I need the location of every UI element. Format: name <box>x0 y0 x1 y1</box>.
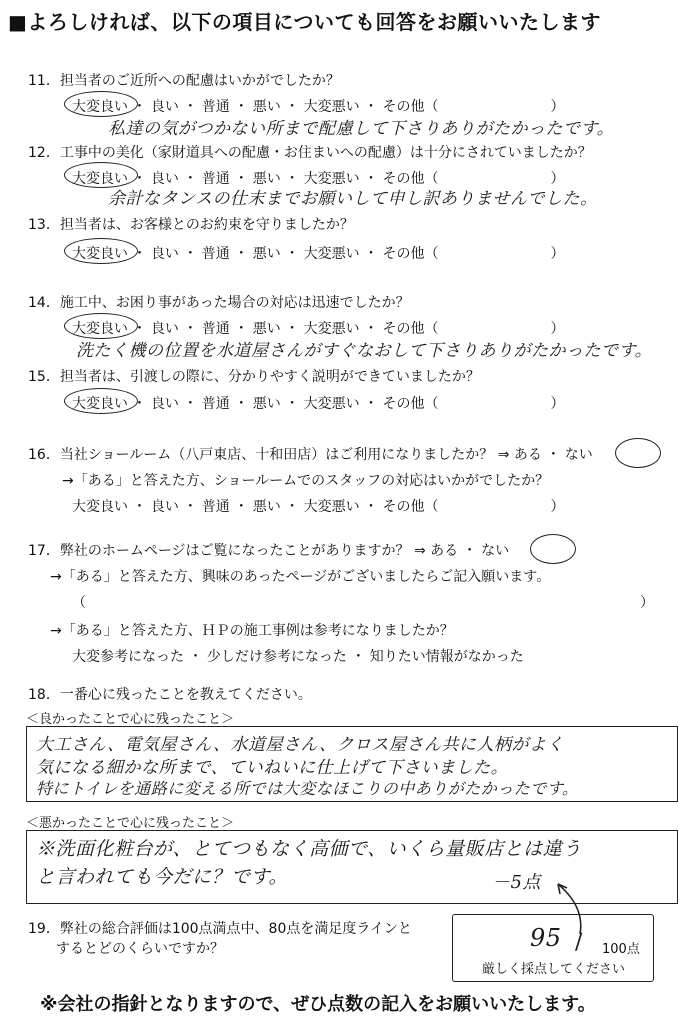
q17-paren-close: ） <box>640 595 654 611</box>
q15-question: 15．担当者は、引渡しの際に、分かりやすく説明ができていましたか？ <box>28 369 480 385</box>
q18-bad-line-1: ※洗面化粧台が、とてつもなく高価で、いくら量販店とは違う <box>36 838 582 860</box>
q17-sub1: →「ある」と答えた方、興味のあったページがございましたらご記入願います。 <box>50 569 551 585</box>
page-footer: ※会社の指針となりますので、ぜひ点数の記入をお願いいたします。 <box>40 994 596 1015</box>
q18-bad-line-2: と言われても今だに？です。 <box>36 866 288 888</box>
q18-good-line-2: 気になる細かな所まで、ていねいに仕上げて下さいました。 <box>36 758 509 778</box>
q17-question: 17．弊社のホームページはご覧になったことがありますか？ ⇒ ある ・ ない <box>28 543 510 559</box>
q11-options: 大変良い ・ 良い ・ 普通 ・ 悪い ・ 大変悪い ・ その他（ ） <box>72 99 565 115</box>
q14-question: 14．施工中、お困り事があった場合の対応は迅速でしたか？ <box>28 295 410 311</box>
q17-nai-circle <box>530 534 576 564</box>
q17-sub2: →「ある」と答えた方、ＨＰの施工事例は参考になりましたか？ <box>50 623 454 639</box>
q19-max-label: 100点 <box>602 942 640 957</box>
q15-options: 大変良い ・ 良い ・ 普通 ・ 悪い ・ 大変悪い ・ その他（ ） <box>72 396 565 412</box>
q19-score-slash: / <box>575 930 583 955</box>
page-header: ■よろしければ、以下の項目についても回答をお願いいたします <box>8 10 601 34</box>
q17-paren-open: （ <box>72 595 86 611</box>
q16-options: 大変良い ・ 良い ・ 普通 ・ 悪い ・ 大変悪い ・ その他（ ） <box>72 499 565 515</box>
q11-question: 11．担当者のご近所への配慮はいかがでしたか？ <box>28 73 340 89</box>
q13-question: 13．担当者は、お客様とのお約束を守りましたか？ <box>28 217 354 233</box>
q12-handwritten-answer: 余計なタンスの仕末までお願いして申し訳ありませんでした。 <box>108 189 598 209</box>
q18-bad-note: －5点 <box>492 872 541 893</box>
q19-note: 厳しく採点してください <box>482 962 626 977</box>
q18-bad-label: ＜悪かったことで心に残ったこと＞ <box>26 816 235 831</box>
q19-score-value: 95 <box>530 924 562 952</box>
q18-good-line-1: 大工さん、電気屋さん、水道屋さん、クロス屋さん共に人柄がよく <box>36 735 565 755</box>
q16-question: 16．当社ショールーム（八戸東店、十和田店）はご利用になりましたか？ ⇒ ある ・ ない <box>28 447 593 463</box>
q13-options: 大変良い ・ 良い ・ 普通 ・ 悪い ・ 大変悪い ・ その他（ ） <box>72 246 565 262</box>
q17-options: 大変参考になった ・ 少しだけ参考になった ・ 知りたい情報がなかった <box>72 649 524 665</box>
q12-options: 大変良い ・ 良い ・ 普通 ・ 悪い ・ 大変悪い ・ その他（ ） <box>72 171 565 187</box>
q15-selected-circle <box>64 388 138 414</box>
q13-selected-circle <box>64 238 138 264</box>
q18-question: 18．一番心に残ったことを教えてください。 <box>28 687 312 703</box>
q11-handwritten-answer: 私達の気がつかない所まで配慮して下さりありがたかったです。 <box>108 119 615 139</box>
q19-question-line2: するとどのくらいですか？ <box>56 941 224 957</box>
q19-question-line1: 19．弊社の総合評価は100点満点中、80点を満足度ラインと <box>28 921 412 937</box>
q14-options: 大変良い ・ 良い ・ 普通 ・ 悪い ・ 大変悪い ・ その他（ ） <box>72 321 565 337</box>
q18-good-line-3: 特にトイレを通路に変える所では大変なほこりの中ありがたかったです。 <box>36 779 579 798</box>
q12-question: 12．工事中の美化（家財道具への配慮・お住まいへの配慮）は十分にされていましたか？ <box>28 145 592 161</box>
q18-good-label: ＜良かったことで心に残ったこと＞ <box>26 712 235 727</box>
q16-sub: →「ある」と答えた方、ショールームでのスタッフの対応はいかがでしたか？ <box>62 473 550 489</box>
q16-nai-circle <box>615 438 661 468</box>
q14-handwritten-answer: 洗たく機の位置を水道屋さんがすぐなおして下さりありがたかったです。 <box>76 341 653 361</box>
